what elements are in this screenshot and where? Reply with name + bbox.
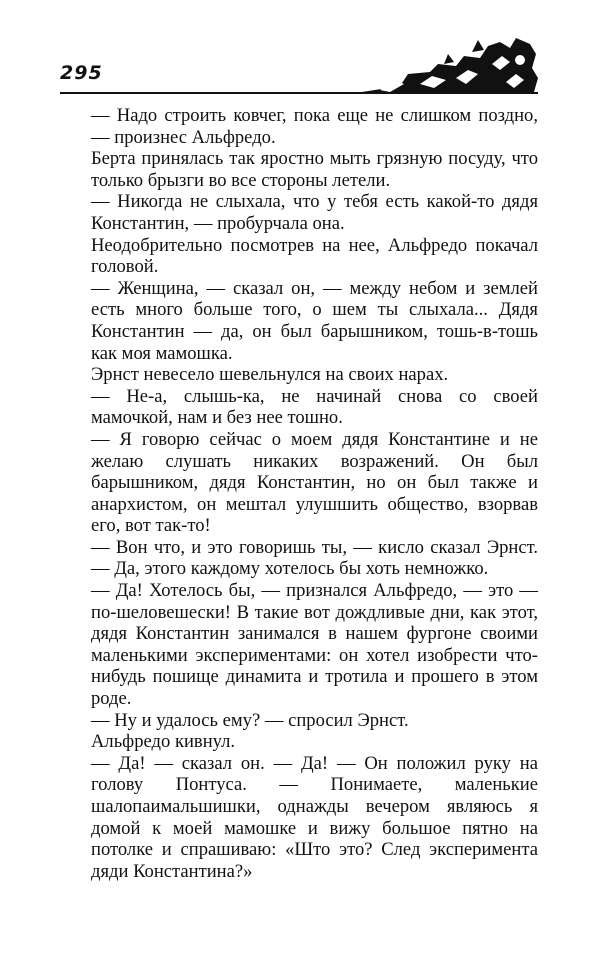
paragraph-2: Берта принялась так яростно мыть грязную посуду, что только брызги во все стороны летели.	[91, 148, 538, 191]
paragraph-6: Эрнст невесело шевельнулся на своих нарах.	[91, 364, 449, 386]
paragraph-8: — Я говорю сейчас о моем дядя Константине и не желаю слушать никаких возражений. Он был барышником, дядя Константин, но он был также и анархистом, он мештал улушшить общество, взорвав его, вот так-то!	[91, 428, 538, 537]
paragraph-3: — Никогда не слыхала, что у тебя есть какой-то дядя Константин, — пробурчала она.	[91, 191, 538, 234]
paragraph-4: Неодобрительно посмотрев на нее, Альфредо покачал головой.	[91, 234, 538, 278]
paragraph-13: — Да! — сказал он. — Да! — Он положил руку на голову Понтуса. — Понимаете, маленькие шалопаимальшишки, однажды вечером являюсь я домой к моей мамошке и вижу большое пятно на потолке и спрашиваю: «Што это? След эксперимента дяди Константина?»	[91, 752, 538, 882]
paragraph-5: — Женщина, — сказал он, — между небом и землей есть много больше того, о шем ты слыхала... Дядя Константин — да, он был барышником, тошь-в-тошь как моя мамошка.	[91, 277, 538, 364]
paragraph-7: — Не-а, слышь-ка, не начинай снова со своей мамочкой, нам и без нее тошно.	[91, 385, 538, 429]
paragraph-12: Альфредо кивнул.	[91, 731, 236, 753]
paragraph-10: — Да! Хотелось бы, — признался Альфредо, — это — по-шеловешески! В такие вот дождливые дни, как этот, дядя Константин занимался в нашем фургоне своими маленькими экспериментами: он хотел изобрести что-нибудь пошище динамита и тротила и прошего в этом роде.	[91, 580, 538, 710]
header-illustration	[360, 34, 540, 96]
page-text	[91, 105, 538, 882]
page-number: 295	[60, 62, 103, 84]
header-rule	[60, 92, 538, 94]
paragraph-11: — Ну и удалось ему? — спросил Эрнст.	[91, 709, 409, 731]
paragraph-1: — Надо строить ковчег, пока еще не слишком поздно, — произнес Альфредо.	[91, 105, 538, 148]
paragraph-9: — Вон что, и это говоришь ты, — кисло сказал Эрнст. — Да, этого каждому хотелось бы хоть немножко.	[91, 536, 538, 580]
